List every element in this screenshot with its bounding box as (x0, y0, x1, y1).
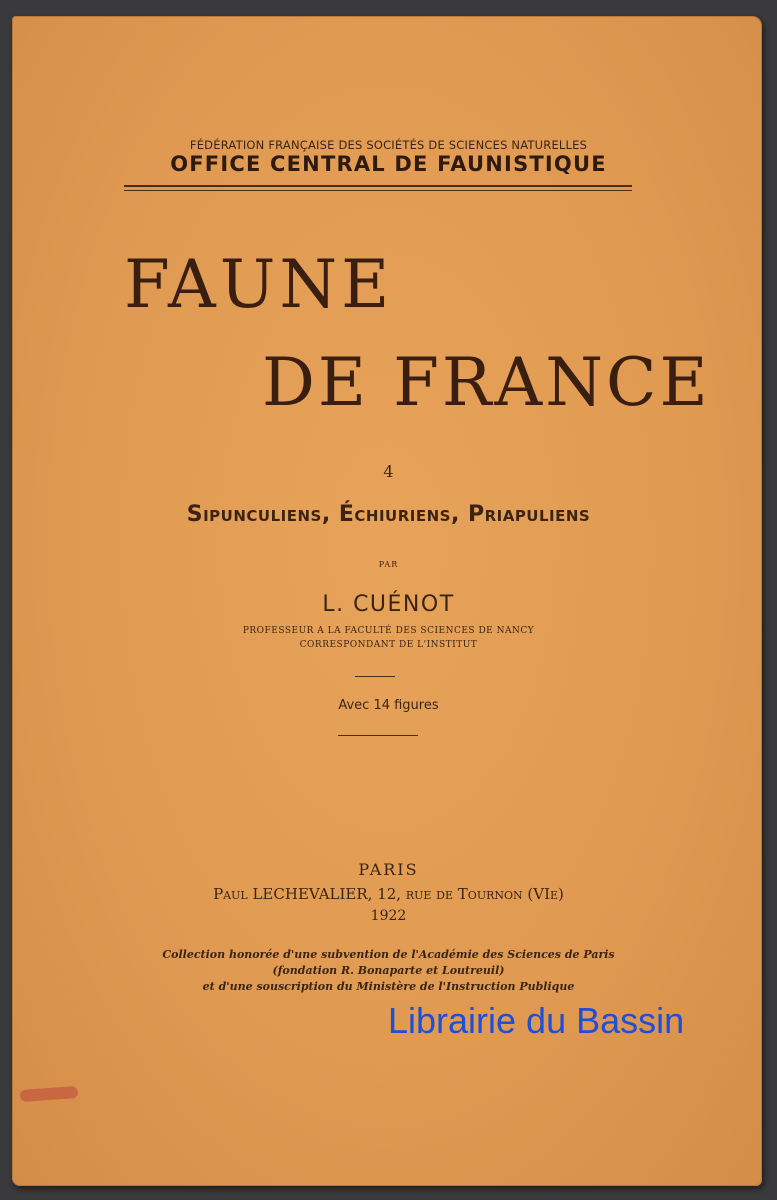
title-line-2: DE FRANCE (262, 344, 711, 421)
header-rule-top (124, 185, 632, 187)
note-line-1: Collection honorée d'une subvention de l'Académie des Sciences de Paris (162, 948, 615, 961)
watermark-text: Librairie du Bassin (388, 1000, 685, 1041)
author-title-1: PROFESSEUR A LA FACULTÉ DES SCIENCES DE NANCY (242, 626, 535, 636)
office-line: OFFICE CENTRAL DE FAUNISTIQUE (170, 152, 607, 176)
author-title-2: CORRESPONDANT DE L'INSTITUT (299, 640, 478, 650)
short-rule-2 (338, 735, 418, 736)
par-label: PAR (378, 560, 399, 569)
publisher-address: Paul LECHEVALIER, 12, rue de Tournon (VIe) (213, 885, 564, 903)
subtitle: Sipunculiens, Échiuriens, Priapuliens (186, 502, 591, 527)
figures-count: Avec 14 figures (338, 698, 439, 713)
short-rule-1 (355, 676, 395, 677)
note-line-3: et d'une souscription du Ministère de l'Instruction Publique (202, 980, 575, 993)
author-name: L. CUÉNOT (322, 592, 455, 617)
title-line-1: FAUNE (124, 246, 394, 323)
publisher-city: PARIS (358, 860, 419, 879)
header-rule-bottom (124, 190, 632, 191)
publication-year: 1922 (370, 908, 407, 924)
note-line-2: (fondation R. Bonaparte et Loutreuil) (272, 964, 505, 977)
volume-number: 4 (383, 462, 394, 481)
federation-line: FÉDÉRATION FRANÇAISE DES SOCIÉTÉS DE SCIENCES NATURELLES (189, 138, 588, 152)
